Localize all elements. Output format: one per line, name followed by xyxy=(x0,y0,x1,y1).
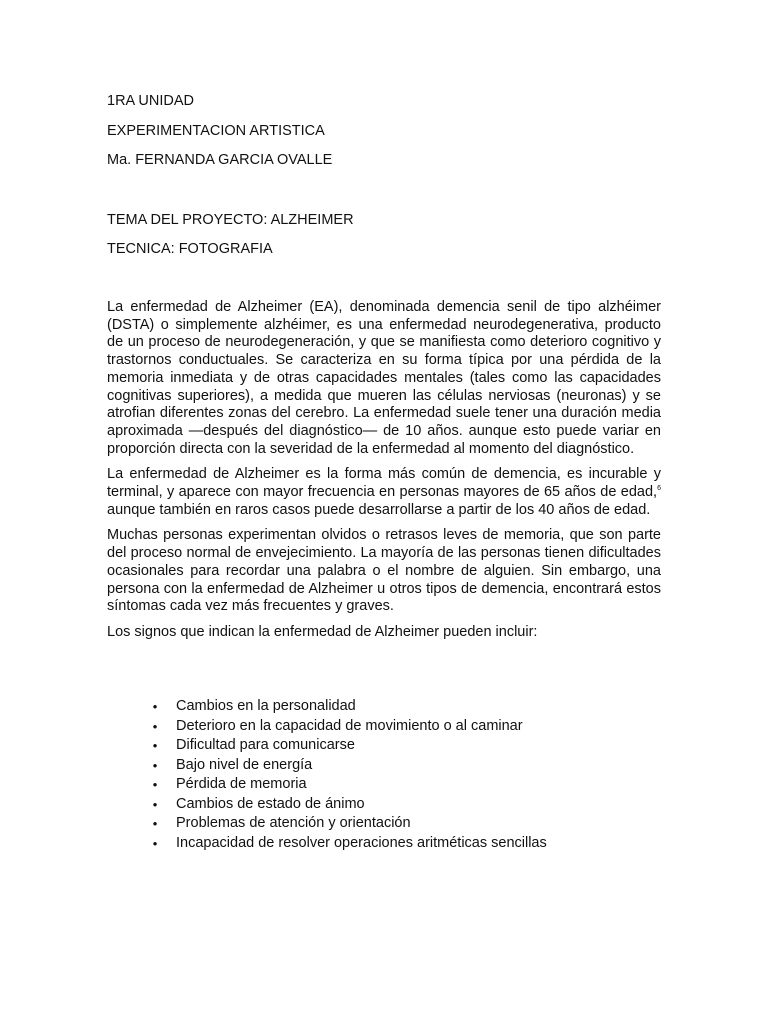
footnote-reference: 6 xyxy=(657,485,661,493)
list-item xyxy=(150,697,670,717)
list-item-text: Problemas de atención y orientación xyxy=(176,815,411,831)
list-item-text: Cambios en la personalidad xyxy=(176,698,356,714)
unit-heading: 1RA UNIDAD xyxy=(107,93,195,109)
list-item-text: Deterioro en la capacidad de movimiento o al caminar xyxy=(176,717,523,734)
list-item xyxy=(150,736,670,756)
author-name: Ma. FERNANDA GARCIA OVALLE xyxy=(107,152,333,168)
bullet-icon: • xyxy=(152,777,158,792)
bullet-icon: • xyxy=(152,757,158,773)
intro-paragraph: La enfermedad de Alzheimer (EA), denominada demencia senil de tipo alzhéimer (DSTA) o simplemente alzhéimer, es una enfermedad neurodegenerativa, producto de un proceso de neurodegeneración, y que se manifiesta como deterioro cognitivo y trastornos conductuales. Se caracteriza en su forma típica por una pérdida de la memoria inmediata y de otras capacidades mentales (tales como las capacidades cognitivas superiores), a medida que mueren las células nerviosas (neuronas) y se atrofian diferentes zonas del cerebro. La enfermedad suele tener una duración media aproximada —después del diagnóstico— de 10 años. aunque esto puede variar en proporción directa con la severidad de la enfermedad al momento del diagnóstico. xyxy=(107,299,661,457)
list-item-text: Bajo nivel de energía xyxy=(176,756,313,773)
bullet-icon: • xyxy=(152,699,158,714)
project-topic: TEMA DEL PROYECTO: ALZHEIMER xyxy=(107,212,354,228)
list-item xyxy=(150,775,670,795)
list-item xyxy=(150,717,670,737)
project-technique: TECNICA: FOTOGRAFIA xyxy=(107,241,273,257)
list-item-text: Dificultad para comunicarse xyxy=(176,737,355,753)
prevalence-paragraph xyxy=(107,466,661,519)
list-item-text: Incapacidad de resolver operaciones aritméticas sencillas xyxy=(176,834,547,851)
signs-list xyxy=(150,697,670,853)
bullet-icon: • xyxy=(152,738,158,753)
list-item xyxy=(150,756,670,776)
prevalence-text-a: La enfermedad de Alzheimer es la forma más común de demencia, es incurable y terminal, y aparece con mayor frecuencia en personas mayores de 65 años de edad, xyxy=(107,466,661,501)
list-item xyxy=(150,834,670,854)
symptoms-paragraph: Muchas personas experimentan olvidos o retrasos leves de memoria, que son parte del proceso normal de envejecimiento. La mayoría de las personas tienen dificultades ocasionales para recordar una palabra o el nombre de alguien. Sin embargo, una persona con la enfermedad de Alzheimer u otros tipos de demencia, encontrará estos síntomas cada vez más frecuentes y graves. xyxy=(107,527,661,615)
signs-intro-paragraph: Los signos que indican la enfermedad de Alzheimer pueden incluir: xyxy=(107,623,538,640)
prevalence-text-b: aunque también en raros casos puede desarrollarse a partir de los 40 años de edad. xyxy=(107,501,651,518)
bullet-icon: • xyxy=(152,718,158,734)
list-item xyxy=(150,795,670,815)
bullet-icon: • xyxy=(152,835,158,851)
course-heading: EXPERIMENTACION ARTISTICA xyxy=(107,123,325,139)
list-item-text: Pérdida de memoria xyxy=(176,776,307,792)
list-item-text: Cambios de estado de ánimo xyxy=(176,795,365,812)
bullet-icon: • xyxy=(152,816,158,831)
document-body xyxy=(107,299,661,650)
list-item xyxy=(150,814,670,834)
bullet-icon: • xyxy=(152,796,158,812)
